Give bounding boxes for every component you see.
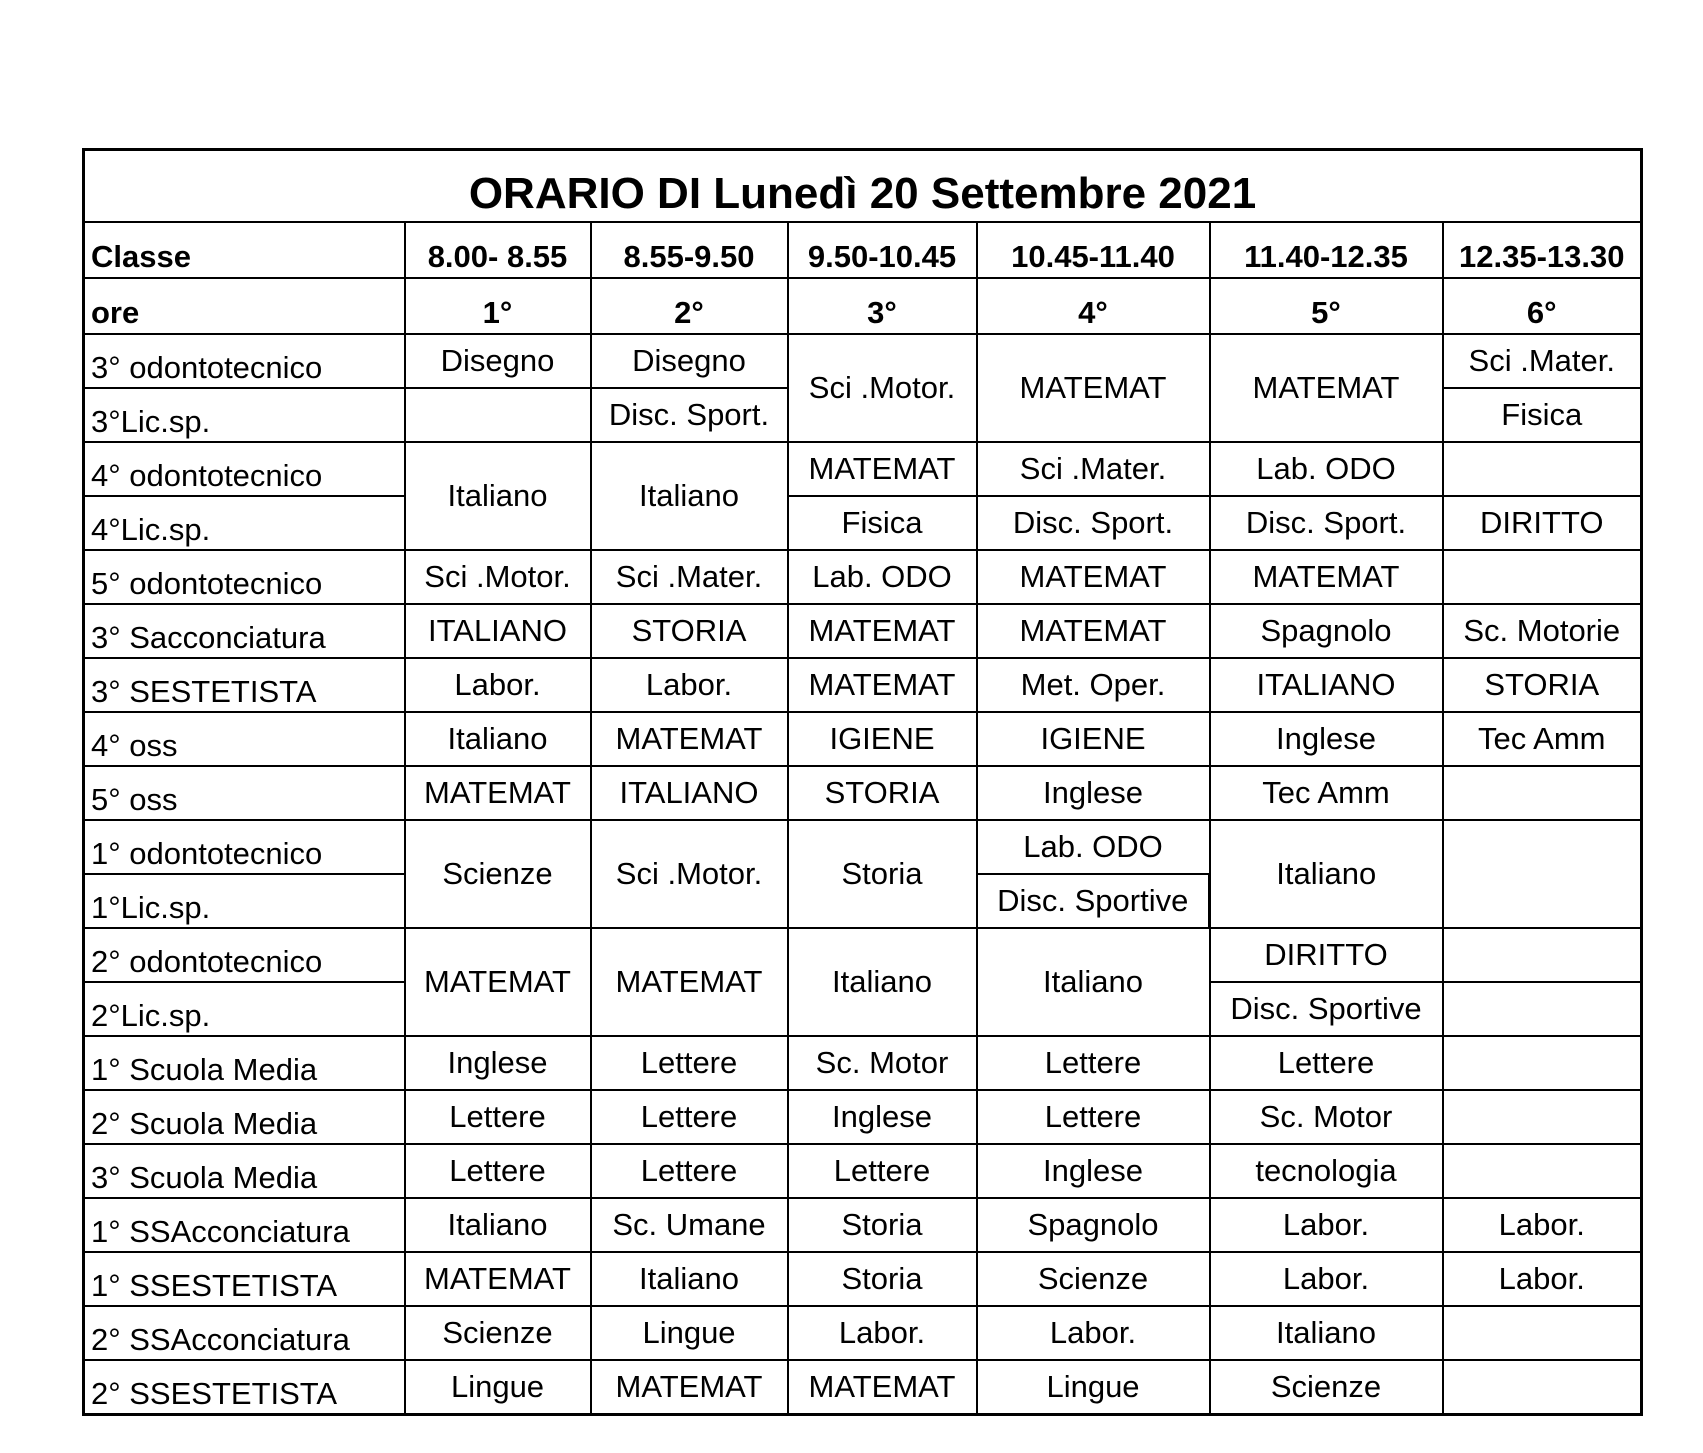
lesson-cell: Storia [788,1198,977,1252]
lesson-cell: Sci .Motor. [405,550,591,604]
lesson-cell: Disc. Sport. [591,388,788,442]
table-row [84,334,1642,388]
lesson-cell: MATEMAT [591,1360,788,1415]
class-name: 2° SSESTETISTA [84,1360,405,1415]
class-name: 2° SSAcconciatura [84,1306,405,1360]
class-name: 4° oss [84,712,405,766]
lesson-cell [1443,820,1642,928]
lesson-cell: Disc. Sport. [1210,496,1443,550]
header-ore: ore [84,278,405,334]
lesson-cell: Lingue [977,1360,1210,1415]
lesson-cell: Labor. [405,658,591,712]
lesson-cell: Italiano [788,928,977,1036]
lesson-cell: Italiano [405,712,591,766]
lesson-cell: Lab. ODO [1210,442,1443,496]
table-row [84,442,1642,496]
lesson-cell: Labor. [1443,1198,1642,1252]
lesson-cell: ITALIANO [591,766,788,820]
lesson-cell [1443,442,1642,496]
lesson-cell: MATEMAT [405,1252,591,1306]
header-times-row [84,222,1642,278]
lesson-cell: Italiano [1210,1306,1443,1360]
table-row [84,766,1642,820]
lesson-cell: Labor. [788,1306,977,1360]
lesson-cell: Labor. [1443,1252,1642,1306]
lesson-cell: Disc. Sport. [977,496,1210,550]
lesson-cell: MATEMAT [788,604,977,658]
lesson-cell: MATEMAT [1210,334,1443,442]
lesson-cell: ITALIANO [405,604,591,658]
lesson-cell [1443,1360,1642,1415]
lesson-cell: Lettere [405,1144,591,1198]
schedule-table [82,148,1643,1416]
lesson-cell [1443,1306,1642,1360]
table-row [84,712,1642,766]
lesson-cell: Lettere [405,1090,591,1144]
lesson-cell: Italiano [591,442,788,550]
lesson-cell: Disegno [591,334,788,388]
class-name: 2° Scuola Media [84,1090,405,1144]
title-row [84,150,1642,223]
lesson-cell [1443,1036,1642,1090]
lesson-cell: Labor. [977,1306,1210,1360]
lesson-cell: MATEMAT [977,334,1210,442]
lesson-cell: Labor. [591,658,788,712]
lesson-cell: Lettere [591,1090,788,1144]
class-name: 1° Scuola Media [84,1036,405,1090]
header-hour-4: 4° [977,278,1210,334]
lesson-cell: MATEMAT [788,442,977,496]
header-hour-3: 3° [788,278,977,334]
lesson-cell: Lettere [591,1036,788,1090]
lesson-cell: Inglese [788,1090,977,1144]
lesson-cell: Scienze [1210,1360,1443,1415]
class-name: 2° odontotecnico [84,928,405,982]
lesson-cell: Italiano [591,1252,788,1306]
class-name: 1°Lic.sp. [84,874,405,928]
lesson-cell: Scienze [977,1252,1210,1306]
lesson-cell: Tec Amm [1443,712,1642,766]
lesson-cell: Sci .Motor. [788,334,977,442]
table-row [84,604,1642,658]
lesson-cell: Sc. Umane [591,1198,788,1252]
table-row [84,1252,1642,1306]
header-time-3: 9.50-10.45 [788,222,977,278]
lesson-cell: DIRITTO [1443,496,1642,550]
lesson-cell: Inglese [1210,712,1443,766]
lesson-cell: MATEMAT [977,550,1210,604]
lesson-cell: Lab. ODO [788,550,977,604]
table-row [84,496,1642,550]
class-name: 5° oss [84,766,405,820]
lesson-cell: Italiano [1210,820,1443,928]
lesson-cell [1443,1144,1642,1198]
table-row [84,1144,1642,1198]
table-row [84,1090,1642,1144]
lesson-cell: Disegno [405,334,591,388]
header-hour-5: 5° [1210,278,1443,334]
lesson-cell: MATEMAT [405,928,591,1036]
header-time-2: 8.55-9.50 [591,222,788,278]
lesson-cell [1443,928,1642,982]
lesson-cell [405,388,591,442]
header-time-4: 10.45-11.40 [977,222,1210,278]
header-hour-2: 2° [591,278,788,334]
table-row [84,1360,1642,1415]
class-name: 1° SSESTETISTA [84,1252,405,1306]
class-name: 1° SSAcconciatura [84,1198,405,1252]
lesson-cell: Sc. Motor [1210,1090,1443,1144]
class-name: 3° Scuola Media [84,1144,405,1198]
lesson-cell: Lingue [591,1306,788,1360]
lesson-cell: Lettere [788,1144,977,1198]
lesson-cell: Lettere [977,1036,1210,1090]
lesson-cell: Italiano [405,442,591,550]
table-row [84,928,1642,982]
header-hours-row [84,278,1642,334]
lesson-cell: Scienze [405,820,591,928]
lesson-cell: Scienze [405,1306,591,1360]
class-name: 3°Lic.sp. [84,388,405,442]
lesson-cell: STORIA [1443,658,1642,712]
lesson-cell: Lab. ODO [977,820,1210,874]
class-name: 1° odontotecnico [84,820,405,874]
lesson-cell: Labor. [1210,1198,1443,1252]
table-row [84,820,1642,874]
lesson-cell: Sc. Motorie [1443,604,1642,658]
lesson-cell: Fisica [788,496,977,550]
table-row [84,658,1642,712]
lesson-cell: Met. Oper. [977,658,1210,712]
lesson-cell: Sci .Motor. [591,820,788,928]
lesson-cell: Lettere [977,1090,1210,1144]
lesson-cell [1443,550,1642,604]
lesson-cell: IGIENE [977,712,1210,766]
header-time-1: 8.00- 8.55 [405,222,591,278]
header-time-5: 11.40-12.35 [1210,222,1443,278]
lesson-cell: Fisica [1443,388,1642,442]
table-row [84,1198,1642,1252]
lesson-cell: tecnologia [1210,1144,1443,1198]
class-name: 4°Lic.sp. [84,496,405,550]
lesson-cell: Inglese [977,766,1210,820]
lesson-cell: Inglese [977,1144,1210,1198]
lesson-cell: MATEMAT [405,766,591,820]
lesson-cell: Disc. Sportive [977,874,1210,928]
header-hour-6: 6° [1443,278,1642,334]
class-name: 3° Sacconciatura [84,604,405,658]
lesson-cell: Spagnolo [977,1198,1210,1252]
lesson-cell [1443,766,1642,820]
lesson-cell: Sc. Motor [788,1036,977,1090]
lesson-cell: MATEMAT [591,712,788,766]
lesson-cell: Inglese [405,1036,591,1090]
lesson-cell: STORIA [788,766,977,820]
lesson-cell: Lingue [405,1360,591,1415]
lesson-cell: Disc. Sportive [1210,982,1443,1036]
lesson-cell: Spagnolo [1210,604,1443,658]
lesson-cell: STORIA [591,604,788,658]
class-name: 5° odontotecnico [84,550,405,604]
lesson-cell: Storia [788,820,977,928]
lesson-cell [1443,982,1642,1036]
lesson-cell: IGIENE [788,712,977,766]
class-name: 2°Lic.sp. [84,982,405,1036]
class-name: 3° SESTETISTA [84,658,405,712]
lesson-cell: Italiano [977,928,1210,1036]
lesson-cell: Labor. [1210,1252,1443,1306]
lesson-cell: MATEMAT [977,604,1210,658]
lesson-cell [1443,1090,1642,1144]
lesson-cell: Sci .Mater. [1443,334,1642,388]
document-title: ORARIO DI Lunedì 20 Settembre 2021 [84,150,1642,223]
lesson-cell: ITALIANO [1210,658,1443,712]
header-time-6: 12.35-13.30 [1443,222,1642,278]
header-hour-1: 1° [405,278,591,334]
lesson-cell: Tec Amm [1210,766,1443,820]
lesson-cell: Lettere [1210,1036,1443,1090]
header-classe: Classe [84,222,405,278]
lesson-cell: MATEMAT [788,658,977,712]
lesson-cell: MATEMAT [1210,550,1443,604]
table-row [84,550,1642,604]
lesson-cell: Storia [788,1252,977,1306]
lesson-cell: MATEMAT [788,1360,977,1415]
lesson-cell: MATEMAT [591,928,788,1036]
table-row [84,1306,1642,1360]
class-name: 3° odontotecnico [84,334,405,388]
lesson-cell: Sci .Mater. [591,550,788,604]
class-name: 4° odontotecnico [84,442,405,496]
lesson-cell: DIRITTO [1210,928,1443,982]
lesson-cell: Sci .Mater. [977,442,1210,496]
lesson-cell: Lettere [591,1144,788,1198]
lesson-cell: Italiano [405,1198,591,1252]
table-row [84,1036,1642,1090]
